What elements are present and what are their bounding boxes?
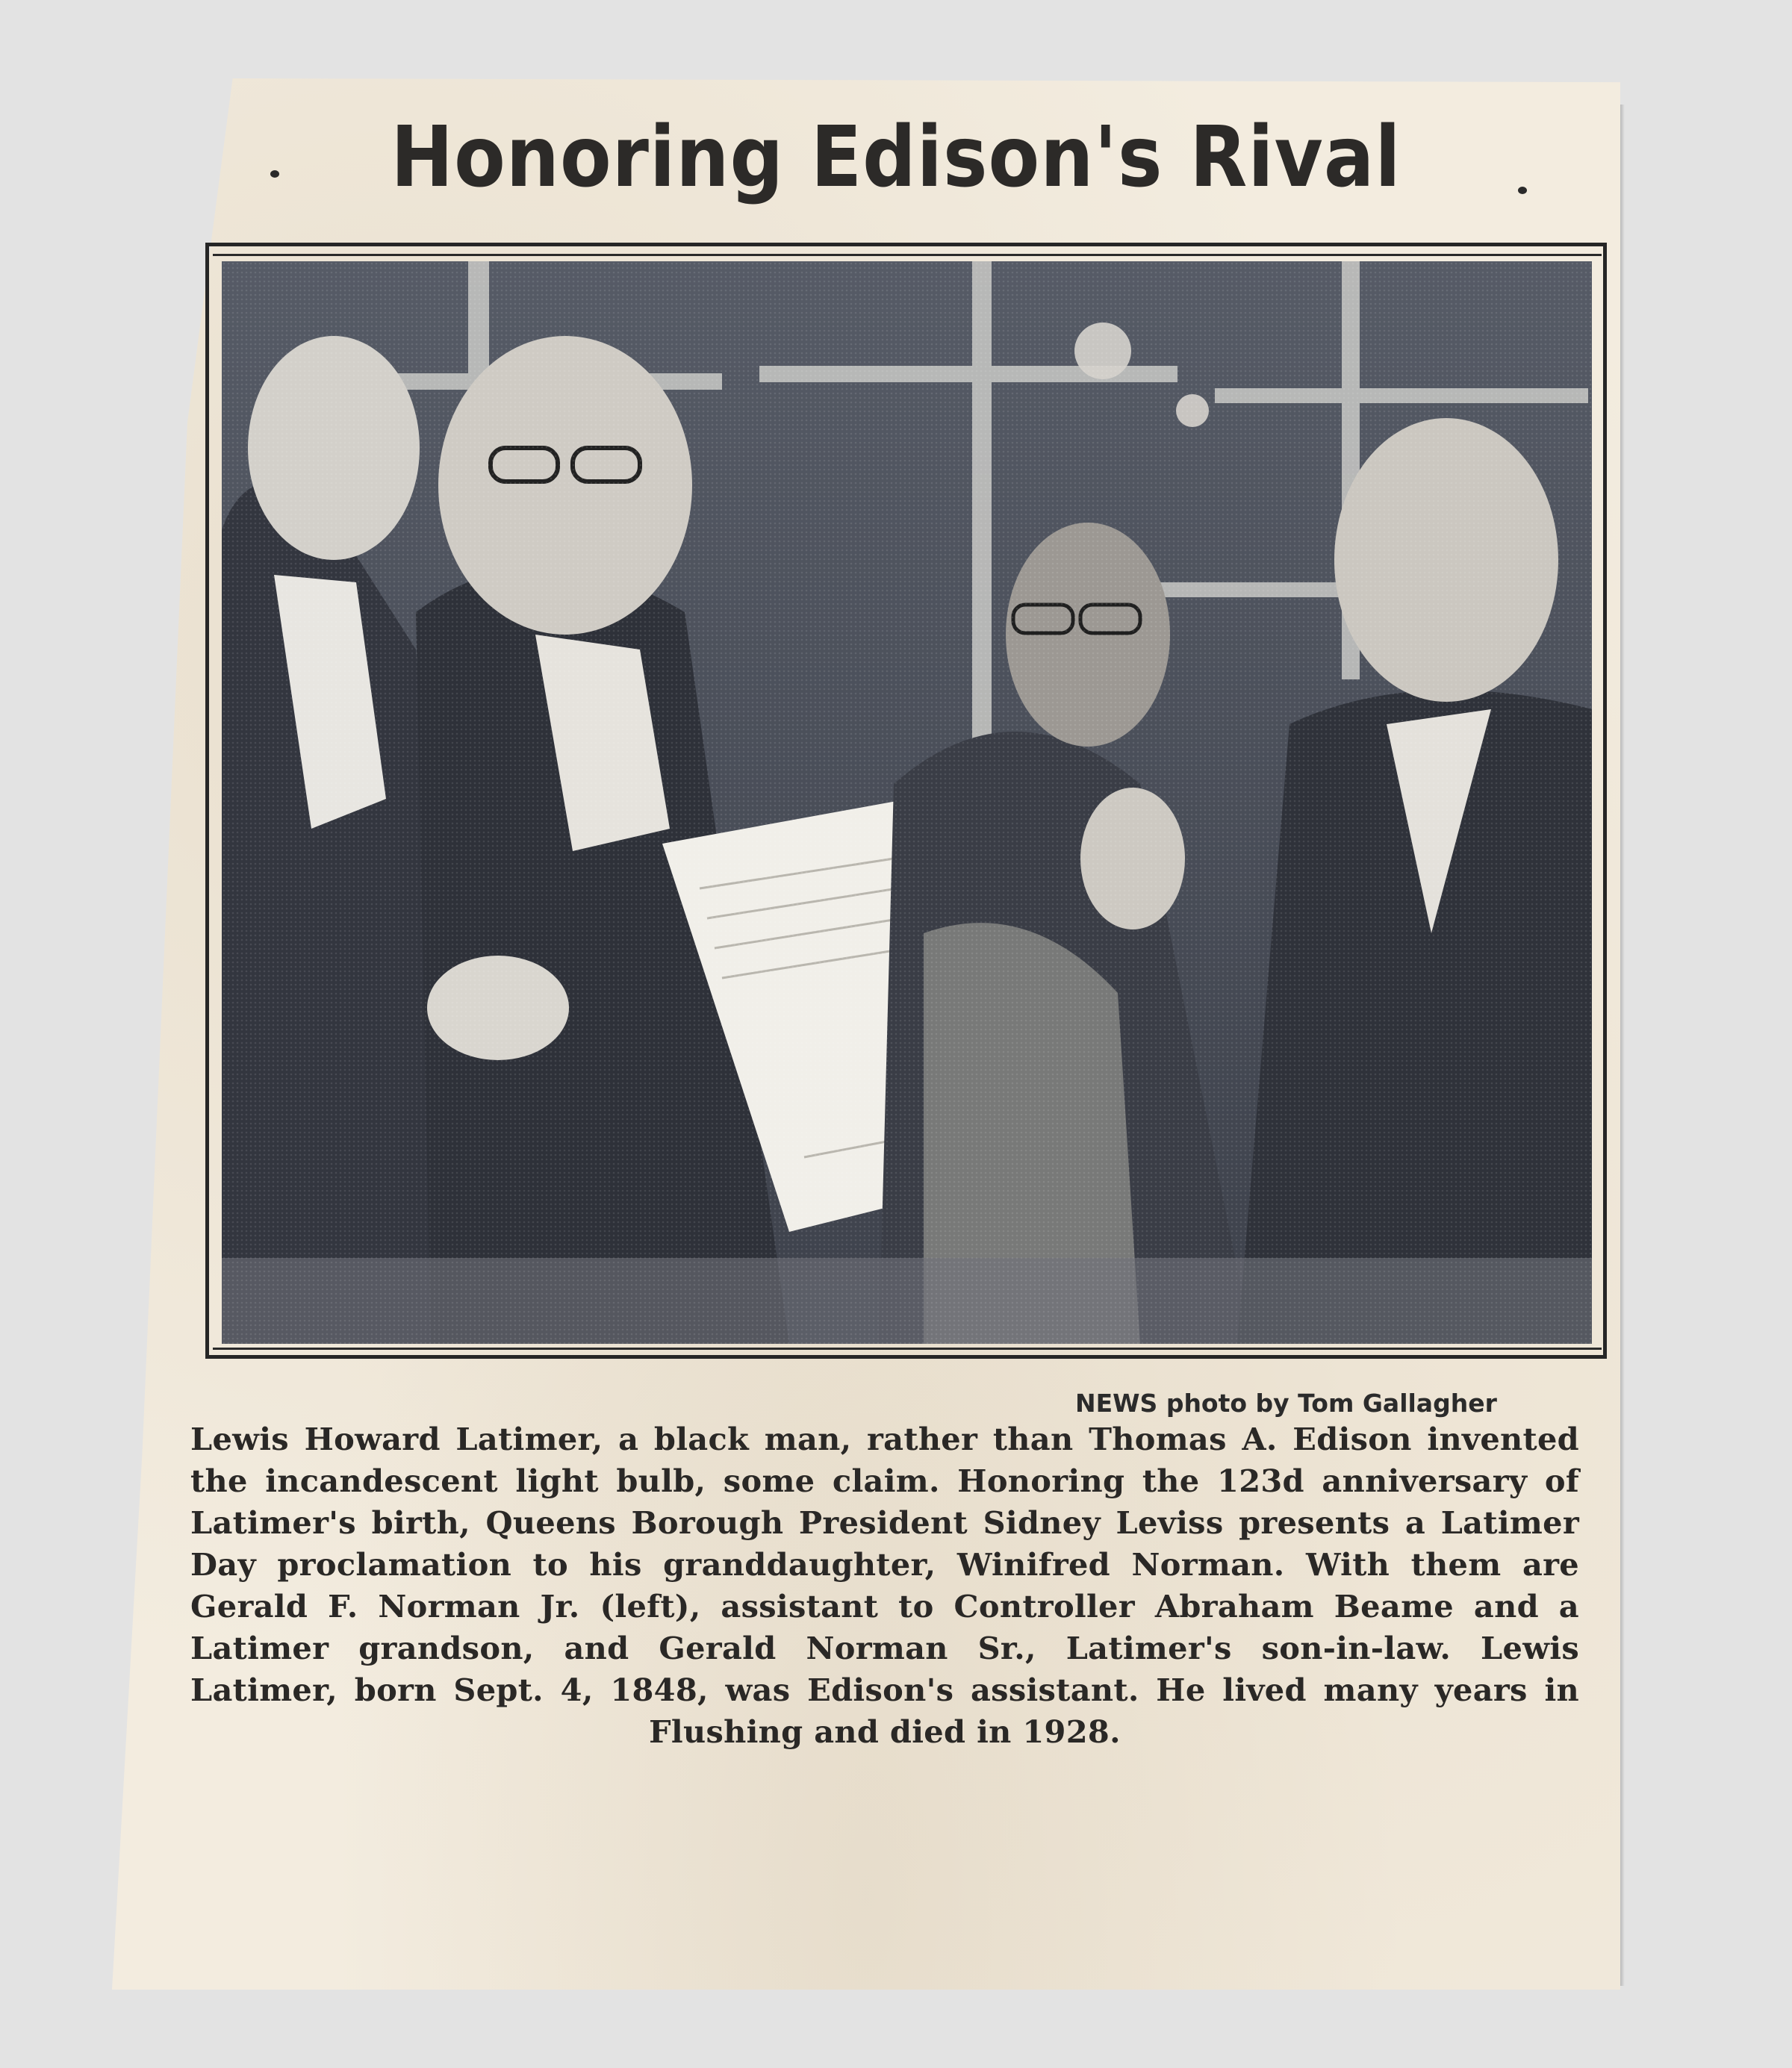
photo-caption: Lewis Howard Latimer, a black man, rather than Thomas A. Edison invented the incandescent light bulb, some claim. Honoring the 123d anniversary of Latimer's birth, Queens Borough President Sidney Leviss presents a Latimer Day proclamation to his granddaughter, Winifred Norman. With them are Gerald F. Norman Jr. (left), assistant to Controller Abraham Beame and a Latimer grandson, and Gerald Norman Sr., Latimer's son-in-law. Lewis Latimer, born Sept. 4, 1848, was Edison's assistant. He lived many years in Flushing and died in 1928. xyxy=(190,1421,1579,1750)
clipping-edge-shadow xyxy=(1620,105,1625,1986)
photo-rule-bottom xyxy=(213,1348,1602,1350)
photo-illustration xyxy=(222,261,1592,1344)
ink-speck xyxy=(1518,187,1527,194)
photo-credit: NEWS photo by Tom Gallagher xyxy=(1075,1389,1497,1418)
ink-speck xyxy=(270,170,279,178)
headline: Honoring Edison's Rival xyxy=(391,108,1401,207)
news-photo xyxy=(222,261,1592,1344)
